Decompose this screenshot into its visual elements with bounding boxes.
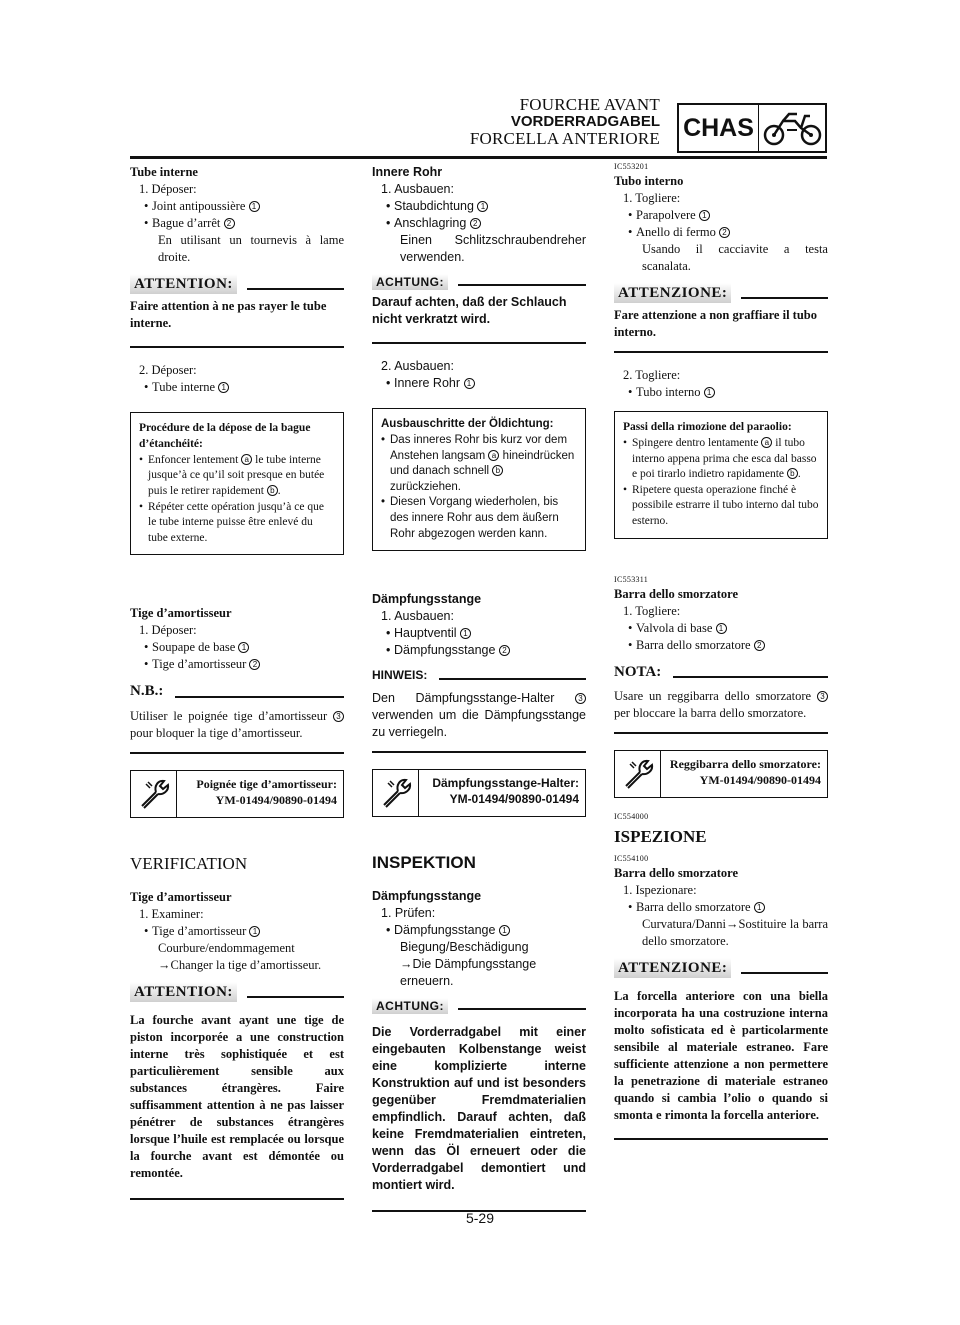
procedure-box: [614, 411, 828, 538]
list-item: • Tube interne 1: [130, 379, 344, 396]
list-item-detail: →Die Dämpfungsstange erneuern.: [400, 956, 537, 988]
step-text: 2. Déposer:: [139, 363, 197, 378]
tool-number: YM-01494/90890-01494: [215, 792, 337, 807]
achtung-label: ACHTUNG:: [372, 274, 448, 290]
list-item: • Soupape de base 1: [130, 639, 344, 656]
heading-barra: Barra dello smorzatore: [614, 586, 739, 601]
tool-number: YM-01494/90890-01494: [699, 772, 821, 787]
attenzione-header: [614, 958, 828, 978]
attenzione-text: Fare attenzione a non graffiare il tubo interno.: [614, 308, 817, 340]
list-item: • Staubdichtung 1: [372, 198, 586, 215]
procedure-box: [130, 412, 344, 555]
attention-header: [130, 274, 344, 294]
heading-tubo-interno: Tubo interno: [614, 173, 684, 188]
header-title-de: VORDERRADGABEL: [510, 113, 660, 130]
reference-code: IC553311: [614, 574, 649, 584]
list-item: • Bague d’arrêt 2: [130, 215, 344, 232]
heading-barra-ispezione: Barra dello smorzatore: [614, 865, 739, 880]
reference-code: IC554100: [614, 853, 649, 863]
divider: [614, 732, 828, 734]
step-text: 1. Déposer:: [139, 623, 197, 638]
callout-marker: 1: [704, 387, 715, 398]
attenzione-text: La forcella anteriore con una biella incorporata ha una costruzione interna molto sofisticata ed è particolarmente sensibile al materiale estraneo. Fare sufficiente attenzione a non permettere la penetrazione di materiale estraneo quando si cambia l’olio o quando si smonta e rimonta la forcella anteriore.: [614, 989, 828, 1123]
procedure-step: • Spingere dentro lentamente a il tubo interno appena prima che esca dal basso e poi tirarlo indietro rapidamente b .: [623, 436, 819, 483]
step-text: 1. Togliere:: [623, 603, 681, 618]
procedure-box: [372, 408, 586, 551]
motorcycle-icon: [759, 105, 825, 151]
achtung-label: ACHTUNG:: [372, 998, 448, 1014]
list-item: • Parapolvere 1: [614, 207, 828, 224]
list-item: • Barra dello smorzatore 1: [614, 899, 828, 916]
tool-text: [661, 751, 827, 797]
heading-tube-interne: Tube interne: [130, 165, 198, 179]
attenzione-label: ATTENZIONE:: [614, 958, 731, 978]
attention-label: ATTENTION:: [130, 982, 237, 1002]
reference-code: IC554000: [614, 811, 649, 821]
divider: [614, 351, 828, 353]
list-item-detail: Curvatura/Danni→Sostituire la barra dello smorzatore.: [642, 916, 828, 948]
procedure-step: • Ripetere questa operazione finché è possibile estrarre il tubo interno dal tubo esterno.: [623, 483, 819, 530]
nota-header: [614, 662, 828, 682]
list-item: • Dämpfungsstange 2: [372, 642, 586, 659]
section-title: ISPEZIONE: [614, 826, 707, 846]
special-tool-box: [130, 770, 344, 818]
note-text: Utiliser le poignée tige d’amortisseur 3 pour bloquer la tige d’amortisseur.: [130, 708, 344, 742]
reference-code: IC553201: [614, 162, 649, 171]
step-text: 1. Ausbauen:: [381, 609, 454, 624]
achtung-text: Darauf achten, daß der Schlauch nicht verkratzt wird.: [372, 295, 567, 327]
callout-marker: 1: [238, 642, 249, 653]
hinweis-text: Den Dämpfungsstange-Halter 3 verwenden um die Dämpfungsstange zu verriegeln.: [372, 690, 586, 739]
attention-header: [130, 982, 344, 1002]
heading-daempfungsstange: Dämpfungsstange: [372, 592, 482, 607]
callout-marker: 1: [249, 926, 260, 937]
list-item: • Anello di fermo 2: [614, 224, 828, 241]
section-code: CHAS: [679, 105, 759, 151]
heading-tige: Tige d’amortisseur: [130, 606, 232, 621]
list-item-detail: En utilisant un tournevis à lame droite.: [158, 233, 344, 264]
wrench-icon: [373, 770, 419, 816]
achtung-text: Die Vorderradgabel mit einer eingebauten Kolbenstange weist eine komplizierte interne Konstruktion auf und ist besonders gegenüber Fremdmaterialien empfindlich. Darauf achten, daß keine Fremdmaterialien eintreten, wenn das Öl erneuert oder die Vorderradgabel demontiert und montiert wird.: [372, 1025, 586, 1193]
procedure-title: Procédure de la dépose de la bague d’étanchéité:: [139, 422, 311, 451]
procedure-step: • Enfoncer lentement a le tube interne jusque’à ce qu’il soit presque en butée puis le retirer rapidement b .: [139, 453, 335, 500]
step-text: 1. Déposer:: [139, 182, 197, 196]
list-item: • Innere Rohr 1: [372, 375, 586, 392]
procedure-title: Passi della rimozione del paraolio:: [623, 421, 792, 434]
callout-marker: 1: [218, 382, 229, 393]
procedure-title: Ausbauschritte der Öldichtung:: [381, 418, 554, 431]
attention-text: La fourche avant ayant une tige de piston incorporée a une construction interne très sophistiquée et est particulièrement sensible aux substances étrangères. Faire suffisamment attention à ne pas laisser pénétrer de substances étrangères lorsque l’huile est remplacée ou lorsque la fourche avant est démontée ou remontée.: [130, 1013, 344, 1181]
step-text: 2. Togliere:: [623, 368, 681, 383]
wrench-icon: [615, 751, 661, 797]
tool-name: Dämpfungsstange-Halter:: [432, 775, 579, 790]
step-text: 1. Examiner:: [139, 906, 204, 921]
nota-text: Usare un reggibarra dello smorzatore 3 per bloccare la barra dello smorzatore.: [614, 688, 828, 722]
step-text: 1. Prüfen:: [381, 905, 436, 920]
note-header: [130, 681, 344, 701]
tool-text: [419, 770, 585, 816]
divider: [372, 751, 586, 753]
callout-marker: 2: [754, 640, 765, 651]
section-title: VERIFICATION: [130, 853, 248, 873]
procedure-step: • Répéter cette opération jusqu’à ce que le tube interne puisse être enlevé du tube externe.: [139, 500, 335, 547]
tool-name: Reggibarra dello smorzatore:: [669, 756, 821, 771]
callout-marker: 1: [716, 623, 727, 634]
attention-text: Faire attention à ne pas rayer le tube interne.: [130, 299, 327, 331]
attenzione-header: [614, 283, 828, 303]
callout-marker: 1: [477, 201, 488, 212]
header-title-it: FORCELLA ANTERIORE: [469, 129, 660, 148]
list-item: • Tige d’amortisseur 1: [130, 923, 344, 940]
attenzione-label: ATTENZIONE:: [614, 283, 731, 303]
divider: [372, 342, 586, 344]
callout-marker: 1: [754, 902, 765, 913]
wrench-icon: [131, 771, 177, 817]
header-titles: [420, 96, 660, 147]
step-text: 1. Ausbauen:: [381, 182, 454, 196]
list-item: • Valvola di base 1: [614, 620, 828, 637]
procedure-step: • Diesen Vorgang wiederholen, bis des innere Rohr aus dem äußern Rohr abgezogen werden kann.: [381, 495, 577, 542]
header-rule: [130, 156, 827, 159]
list-item: • Joint antipoussière 1: [130, 198, 344, 215]
nota-label: NOTA:: [614, 663, 662, 680]
page-number: 5-29: [465, 1210, 495, 1226]
tool-name: Poignée tige d’amortisseur:: [196, 776, 337, 791]
callout-marker: 2: [719, 227, 730, 238]
list-item: • Tige d’amortisseur 2: [130, 656, 344, 673]
callout-marker: 2: [499, 645, 510, 656]
list-item: • Anschlagring 2: [372, 215, 586, 232]
special-tool-box: [372, 769, 586, 817]
note-label: N.B.:: [130, 683, 164, 700]
heading-innere-rohr: Innere Rohr: [372, 165, 443, 179]
step-text: 1. Togliere:: [623, 190, 681, 205]
list-item-detail: Usando il cacciavite a testa scanalata.: [642, 241, 828, 273]
list-item: • Barra dello smorzatore 2: [614, 637, 828, 654]
divider: [614, 1138, 828, 1140]
achtung-header: [372, 274, 586, 290]
column-french: [130, 160, 344, 1200]
tool-text: [177, 771, 343, 817]
section-title: INSPEKTION: [372, 852, 476, 872]
achtung-header: [372, 998, 586, 1014]
heading-daempfungsstange-pruefen: Dämpfungsstange: [372, 888, 482, 903]
hinweis-header: [372, 667, 586, 683]
attention-label: ATTENTION:: [130, 274, 237, 294]
special-tool-box: [614, 750, 828, 798]
list-item-detail: Einen Schlitzschraubendreher verwenden.: [400, 233, 586, 264]
list-item: • Dämpfungsstange 1: [372, 922, 586, 939]
list-item-detail: Biegung/Beschädigung: [400, 939, 529, 954]
column-italian: [614, 160, 828, 1140]
callout-marker: 1: [499, 925, 510, 936]
callout-marker: 1: [699, 210, 710, 221]
section-badge: [677, 103, 827, 153]
callout-marker: 2: [224, 218, 235, 229]
step-text: 1. Ispezionare:: [623, 882, 697, 897]
list-item-detail: Courbure/endommagement: [158, 940, 295, 955]
divider: [130, 346, 344, 348]
list-item: • Hauptventil 1: [372, 625, 586, 642]
divider: [130, 1198, 344, 1200]
callout-marker: 1: [460, 628, 471, 639]
callout-marker: 2: [249, 659, 260, 670]
callout-marker: 1: [249, 201, 260, 212]
heading-tige-verif: Tige d’amortisseur: [130, 889, 232, 904]
list-item-detail: →Changer la tige d’amortisseur.: [158, 957, 322, 972]
hinweis-label: HINWEIS:: [372, 668, 428, 683]
header-title-fr: FOURCHE AVANT: [519, 95, 660, 114]
tool-number: YM-01494/90890-01494: [449, 791, 579, 806]
step-text: 2. Ausbauen:: [381, 359, 454, 374]
column-german: [372, 160, 586, 1212]
divider: [130, 752, 344, 754]
callout-marker: 2: [470, 218, 481, 229]
procedure-step: • Das inneres Rohr bis kurz vor dem Anstehen langsam a hineindrücken und danach schnell b zurückziehen.: [381, 433, 577, 496]
list-item: • Tubo interno 1: [614, 384, 828, 401]
callout-marker: 1: [464, 378, 475, 389]
